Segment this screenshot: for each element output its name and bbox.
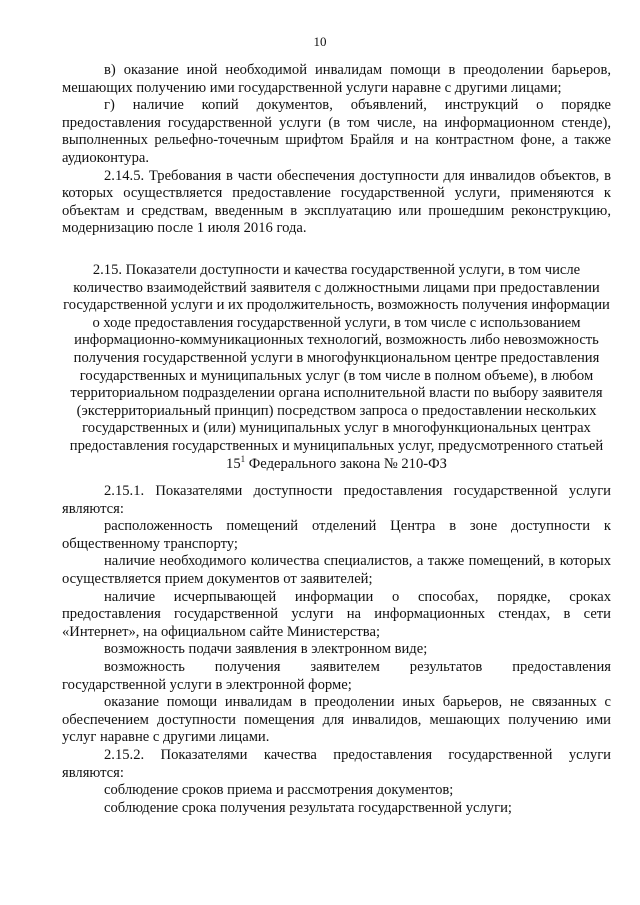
paragraph-transport: расположенность помещений отделений Центра в зоне доступности к общественному транспорту; — [62, 518, 611, 552]
paragraph-item-g: г) наличие копий документов, объявлений, инструкций о порядке предоставления государственной услуги (в том числе, на информационном стенде), выполненных рельефно-точечным шрифтом Брайля и на контрастном фоне, а также аудиоконтура. — [62, 97, 611, 166]
section-heading-text — [62, 262, 611, 473]
paragraph-2-15-1: 2.15.1. Показателями доступности предоставления государственной услуги являются: — [62, 483, 611, 517]
paragraph-electronic-application: возможность подачи заявления в электронном виде; — [104, 641, 428, 658]
top-paragraphs — [62, 62, 611, 238]
paragraph-deadlines: соблюдение сроков приема и рассмотрения документов; — [104, 782, 454, 799]
paragraph-information: наличие исчерпывающей информации о способах, порядке, сроках предоставления государственной услуги на информационных стендах, в сети «Интернет», на официальном сайте Министерства; — [62, 588, 611, 640]
paragraph-2-14-5: 2.14.5. Требования в части обеспечения доступности для инвалидов объектов, в которых осуществляется предоставление государственной услуги, применяются к объектам и средствам, введенным в эксплуатацию или прошедшим реконструкцию, модернизацию после 1 июля 2016 года. — [62, 167, 611, 237]
heading-superscript: 1 — [240, 453, 246, 464]
bottom-paragraphs — [62, 483, 611, 817]
section-heading-tail: Федерального закона № 210-ФЗ — [245, 455, 447, 472]
paragraph-item-v: в) оказание иной необходимой инвалидам помощи в преодолении барьеров, мешающих получению ими государственной услуги наравне с другими лицами; — [62, 62, 611, 96]
page-number: 10 — [313, 34, 327, 49]
paragraph-specialists: наличие необходимого количества специалистов, а также помещений, в которых осуществляется прием документов от заявителей; — [62, 553, 611, 587]
paragraph-2-15-2: 2.15.2. Показателями качества предоставления государственной услуги являются: — [62, 746, 611, 781]
section-heading — [62, 262, 611, 473]
paragraph-result-deadline: соблюдение срока получения результата государственной услуги; — [104, 799, 512, 816]
section-heading-body: 2.15. Показатели доступности и качества государственной услуги, в том числе количество взаимодействий заявителя с должностными лицами при предоставлении государственной услуги и их продолжительность, возможность получения информации о ходе предоставления государственной услуги, в том числе с использованием информационно-коммуникационных технологий, возможность либо невозможность получения государственной услуги в многофункциональном центре предоставления государственных и муниципальных услуг (в том числе в полном объеме), в любом территориальном подразделении органа исполнительной власти по выбору заявителя (экстерриториальный принцип) посредством запроса о предоставлении нескольких государственных и (или) муниципальных услуг в многофункциональных центрах предоставления государственных и муниципальных услуг, предусмотренного статьей 15 — [63, 262, 610, 472]
paragraph-disabled-help: оказание помощи инвалидам в преодолении иных барьеров, не связанных с обеспечением доступности помещения для инвалидов, мешающих получению ими услуг наравне с другими лицами. — [62, 694, 611, 746]
paragraph-electronic-result: возможность получения заявителем результатов предоставления государственной услуги в электронной форме; — [62, 658, 611, 693]
